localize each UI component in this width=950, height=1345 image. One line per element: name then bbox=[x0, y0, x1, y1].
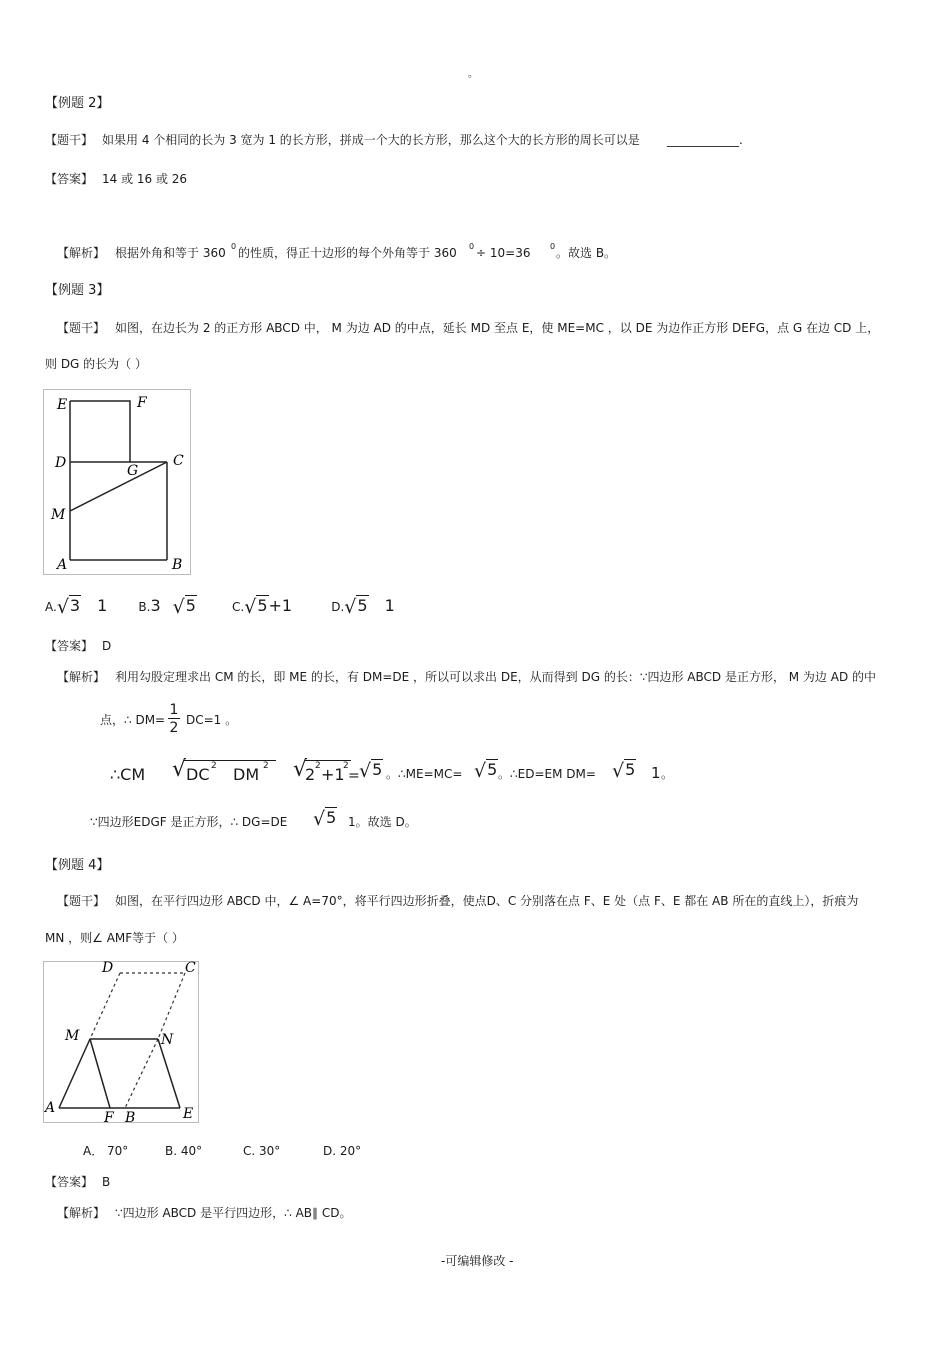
label-F: F bbox=[137, 395, 147, 411]
label-B: B bbox=[172, 557, 183, 573]
ex2-analysis-tag: 【解析】 bbox=[57, 246, 106, 260]
calc-sq1: 2 bbox=[211, 761, 217, 771]
ex4-option-d: D. 20° bbox=[323, 1144, 362, 1158]
label-G: G bbox=[127, 463, 139, 479]
calc-sqrt5-c: √5 bbox=[612, 760, 636, 782]
ex4-answer-tag: 【答案】 bbox=[45, 1175, 94, 1189]
ex4-option-b: B. 40° bbox=[165, 1144, 203, 1158]
label-C: C bbox=[173, 453, 184, 469]
ex4-option-c: C. 30° bbox=[243, 1144, 281, 1158]
ex3-analysis-line2-pre: 点，∴ DM= bbox=[100, 713, 166, 727]
calc-eq: = bbox=[348, 768, 360, 784]
fraction-denominator: 2 bbox=[169, 720, 179, 736]
label-E: E bbox=[183, 1106, 194, 1122]
ex3-analysis-line2-post: DC=1 。 bbox=[186, 713, 238, 727]
ex3-analysis-line1: 利用勾股定理求出 CM 的长，即 ME 的长，有 DM=DE ，所以可以求出 DE，从而得到 DG 的长：∵四边形 ABCD 是正方形， M 为边 AD 的中 bbox=[115, 670, 877, 684]
ex4-analysis-tag: 【解析】 bbox=[57, 1206, 106, 1220]
ex4-stem-line2: MN ，则∠ AMF等于（ ） bbox=[45, 931, 184, 945]
calc-sqrt5: √5 bbox=[359, 760, 383, 782]
label-C: C bbox=[185, 961, 196, 976]
ex3-answer: D bbox=[102, 639, 112, 653]
calc-two: 2 bbox=[305, 765, 316, 784]
option-a-tail: 1 bbox=[97, 596, 108, 615]
ex4-stem-tag: 【题干】 bbox=[57, 894, 106, 908]
calc-sqrt5-b: √5 bbox=[474, 760, 498, 782]
conclusion-sqrt5: √5 bbox=[313, 808, 337, 830]
ex3-options bbox=[45, 598, 395, 617]
option-a-letter: A. bbox=[45, 600, 57, 614]
ex3-conclusion-pre: ∵四边形EDGF 是正方形，∴ DG=DE bbox=[90, 815, 288, 829]
calc-sq3: 2 bbox=[315, 761, 321, 771]
label-M: M bbox=[51, 507, 66, 523]
label-A: A bbox=[45, 1100, 56, 1116]
ex3-stem-tag: 【题干】 bbox=[57, 321, 106, 335]
calc-dc: DC bbox=[186, 765, 210, 784]
ex4-analysis: ∵四边形 ABCD 是平行四边形，∴ AB∥ CD。 bbox=[115, 1206, 352, 1220]
label-M: M bbox=[65, 1028, 80, 1044]
option-c-tail: +1 bbox=[268, 596, 293, 615]
label-B: B bbox=[125, 1110, 136, 1123]
label-D: D bbox=[55, 455, 67, 471]
label-N: N bbox=[161, 1032, 174, 1048]
option-b-pre: 3 bbox=[150, 596, 161, 615]
ex2-analysis-c-sup: 0 bbox=[550, 242, 556, 251]
calc-radical-2: √ bbox=[293, 757, 308, 782]
ex2-analysis-c: ÷ 10=36 bbox=[476, 246, 531, 260]
calc-dm: DM bbox=[233, 765, 260, 784]
calc-ed-text: 。∴ED=EM DM= bbox=[498, 767, 596, 781]
calc-plus-one: +1 bbox=[321, 765, 345, 784]
ex2-analysis-d: 。故选 B。 bbox=[556, 246, 617, 260]
label-A: A bbox=[57, 557, 68, 573]
ex2-stem-tag: 【题干】 bbox=[45, 133, 94, 147]
ex3-conclusion-post: 1。故选 D。 bbox=[348, 815, 417, 829]
ex3-analysis-tag: 【解析】 bbox=[57, 670, 106, 684]
ex2-stem: 如果用 4 个相同的长为 3 宽为 1 的长方形，拼成一个大的长方形，那么这个大的长方形的周长可以是 bbox=[102, 133, 640, 147]
ex2-answer-tag: 【答案】 bbox=[45, 172, 94, 186]
label-D: D bbox=[102, 961, 114, 976]
calc-radical-1: √ bbox=[172, 757, 187, 782]
label-E: E bbox=[57, 397, 68, 413]
ex2-analysis-a-sup: 0 bbox=[231, 242, 237, 251]
calc-sq2: 2 bbox=[263, 761, 269, 771]
square-figure bbox=[43, 389, 191, 575]
calc-me-text: 。∴ME=MC= bbox=[386, 767, 463, 781]
option-d-tail: 1 bbox=[384, 596, 395, 615]
page-footer: -可编辑修改 - bbox=[441, 1254, 514, 1268]
calc-cm: ∴CM bbox=[110, 765, 146, 784]
ex2-answer: 14 或 16 或 26 bbox=[102, 172, 188, 186]
parallelogram-figure bbox=[43, 961, 199, 1123]
label-F: F bbox=[104, 1110, 114, 1123]
calc-one: 1 bbox=[651, 764, 661, 782]
example-3-heading: 【例题 3】 bbox=[45, 283, 110, 298]
fraction-numerator: 1 bbox=[169, 702, 179, 718]
ex3-answer-tag: 【答案】 bbox=[45, 639, 94, 653]
ex3-stem-line2: 则 DG 的长为（ ） bbox=[45, 357, 147, 371]
ex2-analysis-a: 根据外角和等于 360 bbox=[115, 246, 226, 260]
calc-sq4: 2 bbox=[343, 761, 349, 771]
calc-end: 。 bbox=[661, 767, 674, 781]
fraction-one-half bbox=[168, 702, 180, 737]
top-mark: 。 bbox=[468, 69, 478, 80]
example-4-heading: 【例题 4】 bbox=[45, 858, 110, 873]
option-a-sqrt: √3 bbox=[56, 596, 81, 618]
option-b-sqrt: √5 bbox=[172, 596, 196, 618]
option-c-sqrt: √5 bbox=[244, 596, 268, 618]
ex4-answer: B bbox=[102, 1175, 111, 1189]
option-b-letter: B. bbox=[138, 600, 151, 614]
ex4-stem-line1: 如图，在平行四边形 ABCD 中，∠ A=70°，将平行四边形折叠，使点D、C 分别落在点 F、E 处（点 F、E 都在 AB 所在的直线上），折痕为 bbox=[115, 894, 859, 908]
ex2-analysis-b-sup: 0 bbox=[469, 242, 475, 251]
ex2-analysis-b: 的性质，得正十边形的每个外角等于 360 bbox=[238, 246, 457, 260]
option-d-sqrt: √5 bbox=[344, 596, 368, 618]
ex3-stem-line1: 如图，在边长为 2 的正方形 ABCD 中， M 为边 AD 的中点，延长 MD 至点 E，使 ME=MC ，以 DE 为边作正方形 DEFG，点 G 在边 CD 上， bbox=[115, 321, 880, 335]
option-d-letter: D. bbox=[331, 600, 345, 614]
ex2-answer-blank: ____________. bbox=[667, 133, 743, 147]
option-c-letter: C. bbox=[232, 600, 245, 614]
ex4-option-a: A． 70° bbox=[83, 1144, 129, 1158]
example-2-heading: 【例题 2】 bbox=[45, 96, 110, 111]
